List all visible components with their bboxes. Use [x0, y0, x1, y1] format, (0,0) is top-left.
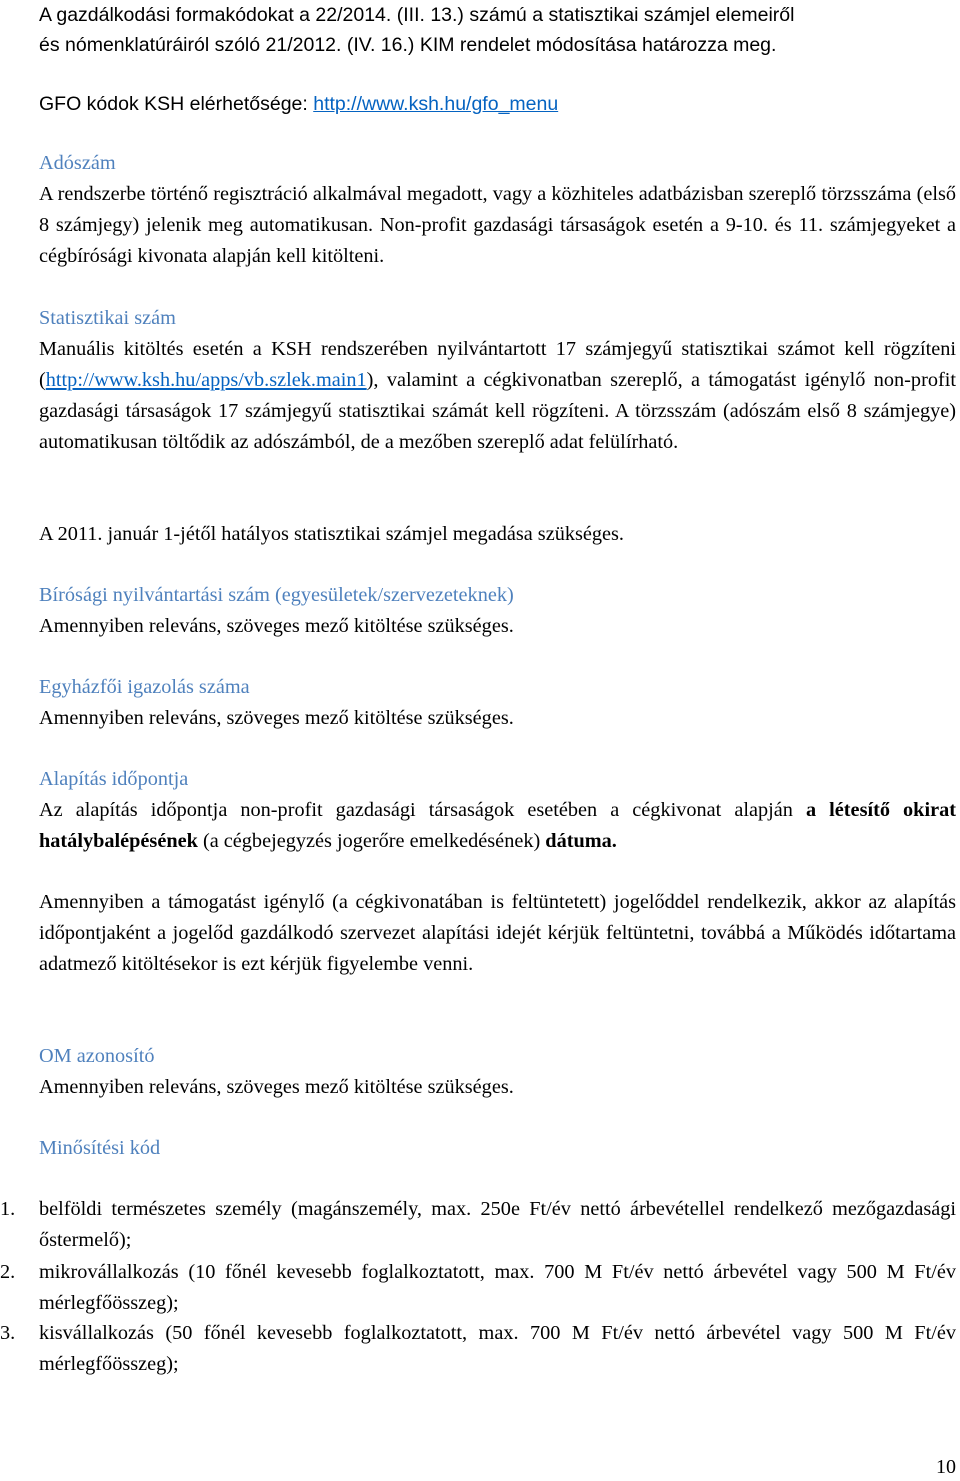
om-text: Amennyiben releváns, szöveges mező kitöltése szükséges.: [39, 1076, 514, 1098]
section-birosagi: [39, 580, 956, 642]
section-egyhazfoi: [39, 672, 956, 734]
heading-minositesi: Minősítési kód: [39, 1137, 161, 1159]
statisztikai-note: A 2011. január 1-jétől hatályos statisztikai számjel megadása szükséges.: [39, 523, 624, 545]
list-item-number: 2.: [0, 1261, 16, 1283]
egyhazfoi-text: Amennyiben releváns, szöveges mező kitöltése szükséges.: [39, 707, 514, 729]
ksh-apps-link[interactable]: http://www.ksh.hu/apps/vb.szlek.main1: [45, 369, 367, 391]
heading-adoszam: Adószám: [39, 152, 116, 174]
statisztikai-text-after: ), valamint a cégkivonatban szereplő, a támogatást igénylő non-profit gazdasági társaságok 17 számjegyű statisztikai számát kell rögzíteni. A törzsszám (adószám első 8 számjegye) automatikusan töltődik az adószámból, de a mezőben szereplő adat felülírható.: [39, 369, 956, 453]
heading-statisztikai: Statisztikai szám: [39, 307, 176, 329]
list-item-number: 3.: [0, 1322, 16, 1344]
alapitas-text-mid: (a cégbejegyzés jogerőre emelkedésének): [197, 830, 546, 852]
list-item-number: 1.: [0, 1198, 16, 1220]
list-item-text: belföldi természetes személy (magánszemély, max. 250e Ft/év nettó árbevétellel rendelkező mezőgazdasági őstermelő);: [39, 1198, 956, 1251]
section-statisztikai: [39, 303, 956, 458]
alapitas-bold-2: dátuma.: [545, 830, 617, 852]
adoszam-text: A rendszerbe történő regisztráció alkalmával megadott, vagy a közhiteles adatbázisban szereplő törzsszáma (első 8 számjegy) jelenik meg automatikusan. Non-profit gazdasági társaságok esetén a 9-10. és 11. számjegyeket a cégbírósági kivonata alapján kell kitölteni.: [39, 183, 956, 267]
heading-birosagi: Bírósági nyilvántartási szám (egyesületek/szervezeteknek): [39, 584, 514, 606]
birosagi-text: Amennyiben releváns, szöveges mező kitöltése szükséges.: [39, 615, 514, 637]
intro-line-2: és nómenklatúráiról szóló 21/2012. (IV. 16.) KIM rendelet módosítása határozza meg.: [39, 34, 777, 56]
section-alapitas: [39, 764, 956, 857]
intro-paragraph: [39, 0, 794, 60]
section-om: [39, 1041, 956, 1103]
list-item-text: mikrovállalkozás (10 főnél kevesebb foglalkoztatott, max. 700 M Ft/év nettó árbevétel vagy 500 M Ft/év mérlegfőösszeg);: [39, 1261, 956, 1314]
heading-alapitas: Alapítás időpontja: [39, 768, 189, 790]
heading-egyhazfoi: Egyházfői igazolás száma: [39, 676, 250, 698]
alapitas-bold-1: a létesítő okirat hatálybalépésének: [39, 799, 956, 852]
gfo-link[interactable]: http://www.ksh.hu/gfo_menu: [313, 93, 559, 115]
statisztikai-text-before: Manuális kitöltés esetén a KSH rendszerében nyilvántartott 17 számjegyű statisztikai számot kell rögzíteni (: [39, 338, 956, 391]
list-item-text: kisvállalkozás (50 főnél kevesebb foglalkoztatott, max. 700 M Ft/év nettó árbevétel vagy 500 M Ft/év mérlegfőösszeg);: [39, 1322, 956, 1375]
page-number: 10: [936, 1456, 956, 1478]
gfo-line: [39, 89, 558, 119]
section-adoszam: [39, 148, 956, 272]
alapitas-paragraph-2: Amennyiben a támogatást igénylő (a cégkivonatában is feltüntetett) jogelőddel rendelkezik, akkor az alapítás időpontjaként a jogelőd gazdálkodó szervezet alapítási idejét kérjük feltüntetni, továbbá a Működés időtartama adatmező kitöltésekor is ezt kérjük figyelembe venni.: [39, 891, 956, 975]
alapitas-text-before: Az alapítás időpontja non-profit gazdasági társaságok esetében a cégkivonat alapján: [39, 799, 806, 821]
heading-om: OM azonosító: [39, 1045, 155, 1067]
intro-line-1: A gazdálkodási formakódokat a 22/2014. (III. 13.) számú a statisztikai számjel elemeiről: [39, 4, 795, 26]
gfo-label: GFO kódok KSH elérhetősége:: [39, 93, 314, 115]
